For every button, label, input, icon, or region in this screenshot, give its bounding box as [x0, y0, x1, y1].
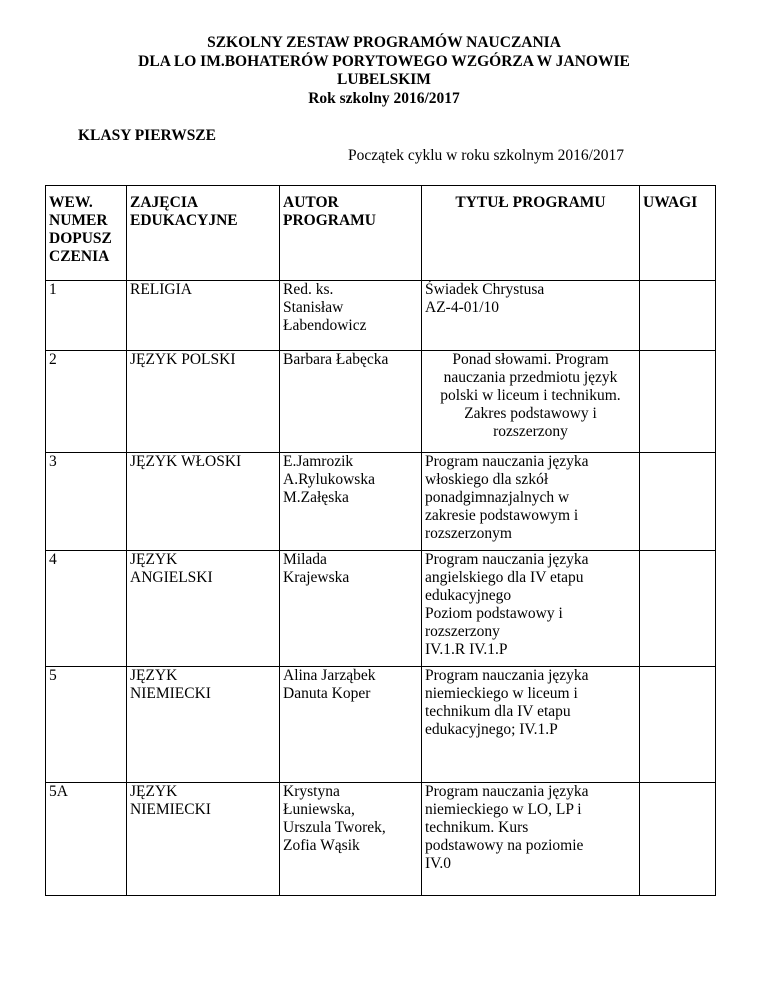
title-line: technikum. Kurs — [425, 819, 529, 836]
cell-subject — [127, 551, 280, 667]
cell-number: 4 — [46, 551, 127, 667]
title-line: podstawowy na poziomie — [425, 837, 584, 854]
subject-line: JĘZYK — [130, 667, 178, 684]
column-header-number — [46, 186, 127, 281]
title-line: rozszerzonym — [425, 525, 512, 542]
author-line: Krystyna — [283, 783, 340, 800]
title-line: rozszerzony — [425, 623, 500, 640]
subject-line: NIEMIECKI — [130, 801, 211, 818]
column-header-notes — [640, 186, 716, 281]
cell-title — [422, 551, 640, 667]
author-line: Alina Jarząbek — [283, 667, 376, 684]
table-body — [46, 281, 716, 896]
cell-author — [280, 453, 422, 551]
title-line: niemieckiego w liceum i — [425, 685, 578, 702]
section-heading: KLASY PIERWSZE — [78, 127, 216, 144]
title-line: Program nauczania języka — [425, 667, 589, 684]
document-title — [0, 34, 768, 108]
cell-notes — [640, 453, 716, 551]
author-line: Milada — [283, 551, 327, 568]
cell-author — [280, 551, 422, 667]
title-line: technikum dla IV etapu — [425, 703, 571, 720]
column-header-label: WEW. — [49, 194, 93, 211]
cell-subject — [127, 453, 280, 551]
author-line: Barbara Łabęcka — [283, 351, 389, 368]
title-line: IV.1.R IV.1.P — [425, 641, 508, 658]
subject-line: NIEMIECKI — [130, 685, 211, 702]
title-line: włoskiego dla szkół — [425, 471, 549, 488]
author-line: A.Rylukowska — [283, 471, 375, 488]
column-header-label: UWAGI — [643, 194, 698, 211]
cell-number: 3 — [46, 453, 127, 551]
column-header-title — [422, 186, 640, 281]
title-line: Poziom podstawowy i — [425, 605, 563, 622]
title-line: Zakres podstawowy i — [464, 405, 597, 422]
author-line: Krajewska — [283, 569, 350, 586]
table-row — [46, 281, 716, 351]
cell-title — [422, 281, 640, 351]
table-row — [46, 551, 716, 667]
cell-notes — [640, 281, 716, 351]
author-line: Urszula Tworek, — [283, 819, 386, 836]
cell-author — [280, 281, 422, 351]
cell-title — [422, 351, 640, 453]
title-line: LUBELSKIM — [337, 71, 431, 88]
cell-title — [422, 783, 640, 896]
title-line: Program nauczania języka — [425, 551, 589, 568]
author-line: Łuniewska, — [283, 801, 355, 818]
cell-number: 1 — [46, 281, 127, 351]
cell-notes — [640, 351, 716, 453]
table-row — [46, 783, 716, 896]
title-line: AZ-4-01/10 — [425, 299, 500, 316]
title-line: angielskiego dla IV etapu — [425, 569, 584, 586]
school-year: Rok szkolny 2016/2017 — [308, 89, 460, 107]
title-line: polski w liceum i technikum. — [440, 387, 621, 404]
subject-line: RELIGIA — [130, 281, 192, 298]
column-header-subject — [127, 186, 280, 281]
column-header-author — [280, 186, 422, 281]
cell-subject — [127, 783, 280, 896]
author-line: Danuta Koper — [283, 685, 371, 702]
cycle-note: Początek cyklu w roku szkolnym 2016/2017 — [348, 147, 624, 164]
title-line: Świadek Chrystusa — [425, 281, 545, 298]
title-line: Program nauczania języka — [425, 783, 589, 800]
title-line: Ponad słowami. Program — [452, 351, 609, 368]
programs-table — [45, 185, 716, 896]
table-row — [46, 351, 716, 453]
title-line: zakresie podstawowym i — [425, 507, 579, 524]
cell-title — [422, 667, 640, 783]
cell-number: 5A — [46, 783, 127, 896]
cell-number: 5 — [46, 667, 127, 783]
table-row — [46, 453, 716, 551]
title-line: ponadgimnazjalnych w — [425, 489, 570, 506]
cell-subject — [127, 281, 280, 351]
title-line: DLA LO IM.BOHATERÓW PORYTOWEGO WZGÓRZA W JANOWIE — [138, 52, 630, 70]
cell-notes — [640, 783, 716, 896]
cell-author — [280, 667, 422, 783]
title-line: niemieckiego w LO, LP i — [425, 801, 582, 818]
cell-author — [280, 351, 422, 453]
column-header-label: TYTUŁ PROGRAMU — [455, 194, 606, 211]
author-line: Red. ks. — [283, 281, 334, 298]
column-header-label: EDUKACYJNE — [130, 212, 238, 229]
title-line: nauczania przedmiotu język — [443, 369, 618, 386]
author-line: M.Załęska — [283, 489, 349, 506]
subject-line: ANGIELSKI — [130, 569, 213, 586]
title-line: IV.0 — [425, 855, 451, 872]
subject-line: JĘZYK POLSKI — [130, 351, 236, 368]
column-header-label: CZENIA — [49, 248, 110, 265]
cell-number: 2 — [46, 351, 127, 453]
cell-subject — [127, 351, 280, 453]
cell-author — [280, 783, 422, 896]
author-line: Stanisław — [283, 299, 344, 316]
table-row — [46, 667, 716, 783]
author-line: Łabendowicz — [283, 317, 367, 334]
title-line: edukacyjnego; IV.1.P — [425, 721, 558, 738]
column-header-label: DOPUSZ — [49, 230, 112, 247]
cell-title — [422, 453, 640, 551]
author-line: Zofia Wąsik — [283, 837, 360, 854]
column-header-label: NUMER — [49, 212, 108, 229]
column-header-label: ZAJĘCIA — [130, 194, 199, 211]
cell-subject — [127, 667, 280, 783]
cell-notes — [640, 551, 716, 667]
subject-line: JĘZYK — [130, 551, 178, 568]
title-line: SZKOLNY ZESTAW PROGRAMÓW NAUCZANIA — [207, 34, 561, 51]
author-line: E.Jamrozik — [283, 453, 354, 470]
title-line: Program nauczania języka — [425, 453, 589, 470]
table-header-row — [46, 186, 716, 281]
column-header-label: AUTOR — [283, 194, 339, 211]
cell-notes — [640, 667, 716, 783]
title-line: edukacyjnego — [425, 587, 512, 604]
column-header-label: PROGRAMU — [283, 212, 376, 229]
subject-line: JĘZYK WŁOSKI — [130, 453, 242, 470]
subject-line: JĘZYK — [130, 783, 178, 800]
title-line: rozszerzony — [493, 423, 568, 440]
